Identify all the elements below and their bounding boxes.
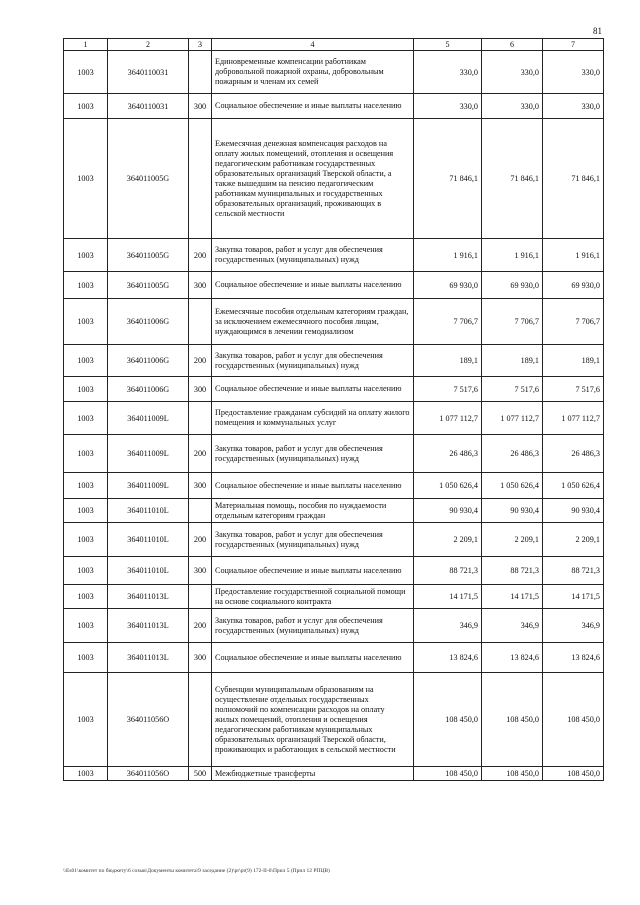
amount-cell: 69 930,0 [543, 272, 604, 299]
target-article-cell: 364011013L [108, 585, 189, 609]
description-cell: Закупка товаров, работ и услуг для обеспечения государственных (муниципальных) нужд [212, 435, 414, 473]
table-header-row [64, 39, 604, 51]
description-cell: Закупка товаров, работ и услуг для обеспечения государственных (муниципальных) нужд [212, 609, 414, 643]
column-header: 1 [64, 39, 108, 51]
section-code-cell: 1003 [64, 643, 108, 673]
target-article-cell: 3640110031 [108, 51, 189, 94]
amount-cell: 346,9 [482, 609, 543, 643]
table-row [64, 673, 604, 767]
amount-cell: 90 930,4 [543, 499, 604, 523]
amount-cell: 26 486,3 [543, 435, 604, 473]
table-row [64, 402, 604, 435]
amount-cell: 1 077 112,7 [543, 402, 604, 435]
table-row [64, 119, 604, 239]
section-code-cell: 1003 [64, 585, 108, 609]
table-row [64, 767, 604, 781]
section-code-cell: 1003 [64, 94, 108, 119]
section-code-cell: 1003 [64, 377, 108, 402]
amount-cell: 108 450,0 [414, 673, 482, 767]
expense-type-cell [189, 51, 212, 94]
description-cell: Социальное обеспечение и иные выплаты населению [212, 643, 414, 673]
description-cell: Закупка товаров, работ и услуг для обеспечения государственных (муниципальных) нужд [212, 523, 414, 557]
amount-cell: 2 209,1 [482, 523, 543, 557]
amount-cell: 1 916,1 [543, 239, 604, 272]
target-article-cell: 364011010L [108, 557, 189, 585]
section-code-cell: 1003 [64, 499, 108, 523]
section-code-cell: 1003 [64, 119, 108, 239]
expense-type-cell [189, 402, 212, 435]
amount-cell: 14 171,5 [414, 585, 482, 609]
amount-cell: 108 450,0 [482, 767, 543, 781]
section-code-cell: 1003 [64, 523, 108, 557]
amount-cell: 71 846,1 [482, 119, 543, 239]
expense-type-cell: 300 [189, 377, 212, 402]
amount-cell: 69 930,0 [414, 272, 482, 299]
amount-cell: 2 209,1 [543, 523, 604, 557]
column-header: 4 [212, 39, 414, 51]
section-code-cell: 1003 [64, 557, 108, 585]
column-header: 7 [543, 39, 604, 51]
amount-cell: 1 077 112,7 [414, 402, 482, 435]
target-article-cell: 364011005G [108, 272, 189, 299]
amount-cell: 69 930,0 [482, 272, 543, 299]
amount-cell: 13 824,6 [543, 643, 604, 673]
amount-cell: 88 721,3 [543, 557, 604, 585]
description-cell: Социальное обеспечение и иные выплаты населению [212, 557, 414, 585]
section-code-cell: 1003 [64, 609, 108, 643]
description-cell: Социальное обеспечение и иные выплаты населению [212, 377, 414, 402]
amount-cell: 1 050 626,4 [414, 473, 482, 499]
target-article-cell: 364011013L [108, 643, 189, 673]
target-article-cell: 364011005G [108, 239, 189, 272]
expense-type-cell: 300 [189, 272, 212, 299]
target-article-cell: 364011009L [108, 473, 189, 499]
expense-type-cell: 200 [189, 523, 212, 557]
budget-table [63, 38, 604, 781]
description-cell: Единовременные компенсации работникам добровольной пожарной охраны, добровольным пожарным и членам их семей [212, 51, 414, 94]
expense-type-cell: 300 [189, 473, 212, 499]
target-article-cell: 364011010L [108, 523, 189, 557]
section-code-cell: 1003 [64, 272, 108, 299]
table-row [64, 272, 604, 299]
table-row [64, 609, 604, 643]
section-code-cell: 1003 [64, 345, 108, 377]
target-article-cell: 364011013L [108, 609, 189, 643]
expense-type-cell: 200 [189, 609, 212, 643]
amount-cell: 7 517,6 [414, 377, 482, 402]
amount-cell: 26 486,3 [482, 435, 543, 473]
amount-cell: 88 721,3 [414, 557, 482, 585]
amount-cell: 108 450,0 [543, 673, 604, 767]
section-code-cell: 1003 [64, 473, 108, 499]
target-article-cell: 364011006G [108, 345, 189, 377]
description-cell: Социальное обеспечение и иные выплаты населению [212, 272, 414, 299]
table-row [64, 499, 604, 523]
target-article-cell: 364011009L [108, 402, 189, 435]
description-cell: Предоставление гражданам субсидий на оплату жилого помещения и коммунальных услуг [212, 402, 414, 435]
target-article-cell: 364011056O [108, 673, 189, 767]
amount-cell: 330,0 [482, 51, 543, 94]
table-row [64, 435, 604, 473]
amount-cell: 330,0 [543, 51, 604, 94]
table-row [64, 523, 604, 557]
amount-cell: 330,0 [414, 94, 482, 119]
amount-cell: 90 930,4 [482, 499, 543, 523]
amount-cell: 189,1 [482, 345, 543, 377]
description-cell: Субвенции муниципальным образованиям на осуществление отдельных государственных полномочий по компенсации расходов на оплату жилых помещений, отопления и освещения педагогическим работникам муниципальных образовательных организаций Тверской области, проживающих и работающих в сельской местности [212, 673, 414, 767]
description-cell: Ежемесячные пособия отдельным категориям граждан, за исключением ежемесячного пособия лицам, нуждающимся в лечении гемодиализом [212, 299, 414, 345]
expense-type-cell [189, 499, 212, 523]
expense-type-cell: 300 [189, 643, 212, 673]
amount-cell: 1 050 626,4 [482, 473, 543, 499]
section-code-cell: 1003 [64, 239, 108, 272]
target-article-cell: 364011010L [108, 499, 189, 523]
section-code-cell: 1003 [64, 402, 108, 435]
description-cell: Закупка товаров, работ и услуг для обеспечения государственных (муниципальных) нужд [212, 239, 414, 272]
section-code-cell: 1003 [64, 767, 108, 781]
target-article-cell: 364011006G [108, 377, 189, 402]
amount-cell: 90 930,4 [414, 499, 482, 523]
amount-cell: 189,1 [414, 345, 482, 377]
amount-cell: 1 077 112,7 [482, 402, 543, 435]
amount-cell: 1 916,1 [414, 239, 482, 272]
target-article-cell: 364011056O [108, 767, 189, 781]
page-number: 81 [593, 26, 602, 36]
table-row [64, 94, 604, 119]
expense-type-cell: 200 [189, 345, 212, 377]
table-row [64, 557, 604, 585]
column-header: 3 [189, 39, 212, 51]
amount-cell: 108 450,0 [414, 767, 482, 781]
description-cell: Закупка товаров, работ и услуг для обеспечения государственных (муниципальных) нужд [212, 345, 414, 377]
amount-cell: 7 706,7 [482, 299, 543, 345]
section-code-cell: 1003 [64, 299, 108, 345]
amount-cell: 7 706,7 [414, 299, 482, 345]
table-row [64, 51, 604, 94]
description-cell: Социальное обеспечение и иные выплаты населению [212, 473, 414, 499]
amount-cell: 346,9 [543, 609, 604, 643]
amount-cell: 1 050 626,4 [543, 473, 604, 499]
file-path-footer: \\Es01\комитет по бюджету\6 созыв\Документы комитета\9 заседание (2)\pr\pr(9) 172-II-6\Прил 5 (Прил 12 РПЦВ) [63, 868, 330, 874]
expense-type-cell: 200 [189, 239, 212, 272]
expense-type-cell [189, 585, 212, 609]
target-article-cell: 364011006G [108, 299, 189, 345]
amount-cell: 1 916,1 [482, 239, 543, 272]
table-row [64, 473, 604, 499]
amount-cell: 88 721,3 [482, 557, 543, 585]
target-article-cell: 364011009L [108, 435, 189, 473]
amount-cell: 330,0 [543, 94, 604, 119]
amount-cell: 71 846,1 [543, 119, 604, 239]
expense-type-cell: 300 [189, 557, 212, 585]
amount-cell: 330,0 [414, 51, 482, 94]
expense-type-cell: 500 [189, 767, 212, 781]
description-cell: Предоставление государственной социальной помощи на основе социального контракта [212, 585, 414, 609]
expense-type-cell [189, 299, 212, 345]
table-row [64, 299, 604, 345]
amount-cell: 7 517,6 [482, 377, 543, 402]
amount-cell: 13 824,6 [414, 643, 482, 673]
amount-cell: 14 171,5 [543, 585, 604, 609]
column-header: 5 [414, 39, 482, 51]
amount-cell: 71 846,1 [414, 119, 482, 239]
expense-type-cell: 300 [189, 94, 212, 119]
description-cell: Ежемесячная денежная компенсация расходов на оплату жилых помещений, отопления и освещения педагогическим работникам государственных образовательных организаций Тверской области, а также вышедшим на пенсию педагогическим работникам муниципальных и государственных образовательных организаций, проживающих в сельской местности [212, 119, 414, 239]
target-article-cell: 3640110031 [108, 94, 189, 119]
expense-type-cell [189, 119, 212, 239]
amount-cell: 330,0 [482, 94, 543, 119]
amount-cell: 13 824,6 [482, 643, 543, 673]
amount-cell: 108 450,0 [482, 673, 543, 767]
table-row [64, 643, 604, 673]
section-code-cell: 1003 [64, 673, 108, 767]
column-header: 2 [108, 39, 189, 51]
amount-cell: 108 450,0 [543, 767, 604, 781]
section-code-cell: 1003 [64, 435, 108, 473]
amount-cell: 7 706,7 [543, 299, 604, 345]
amount-cell: 26 486,3 [414, 435, 482, 473]
table-row [64, 239, 604, 272]
expense-type-cell [189, 673, 212, 767]
amount-cell: 7 517,6 [543, 377, 604, 402]
expense-type-cell: 200 [189, 435, 212, 473]
amount-cell: 346,9 [414, 609, 482, 643]
target-article-cell: 364011005G [108, 119, 189, 239]
table-row [64, 585, 604, 609]
amount-cell: 14 171,5 [482, 585, 543, 609]
column-header: 6 [482, 39, 543, 51]
table-row [64, 345, 604, 377]
description-cell: Социальное обеспечение и иные выплаты населению [212, 94, 414, 119]
description-cell: Материальная помощь, пособия по нуждаемости отдельным категориям граждан [212, 499, 414, 523]
amount-cell: 2 209,1 [414, 523, 482, 557]
amount-cell: 189,1 [543, 345, 604, 377]
section-code-cell: 1003 [64, 51, 108, 94]
table-row [64, 377, 604, 402]
description-cell: Межбюджетные трансферты [212, 767, 414, 781]
